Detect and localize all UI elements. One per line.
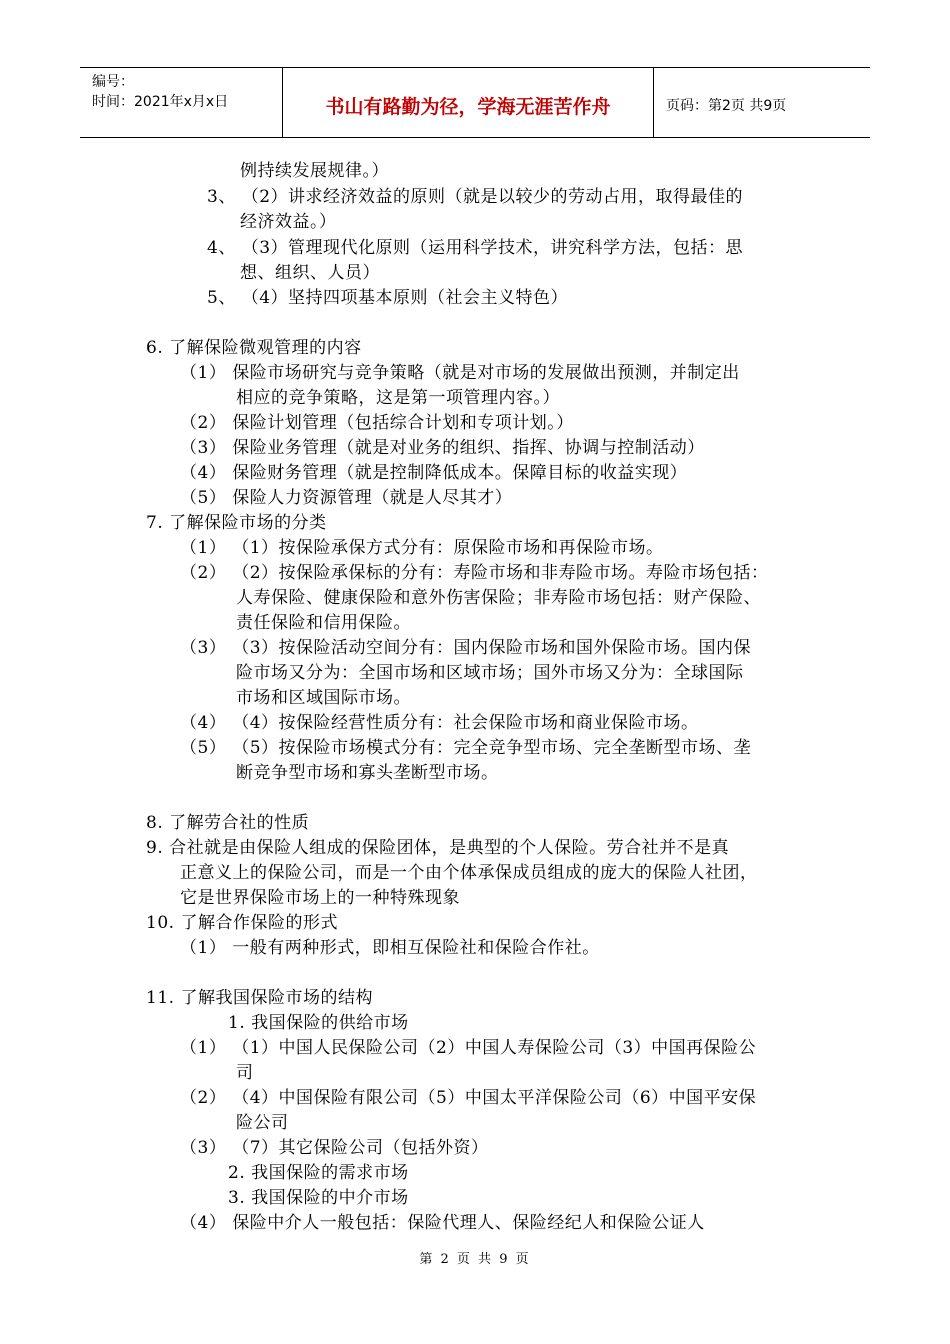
text-line: 险市场又分为：全国市场和区域市场；国外市场又分为：全球国际 bbox=[236, 663, 744, 683]
section-heading: 6. 了解保险微观管理的内容 bbox=[146, 338, 362, 358]
section-heading: 10. 了解合作保险的形式 bbox=[146, 913, 338, 933]
section-heading: 8. 了解劳合社的性质 bbox=[146, 813, 310, 833]
text-line: 5、 （4）坚持四项基本原则（社会主义特色） bbox=[207, 288, 569, 308]
text-line: 正意义上的保险公司，而是一个由个体承保成员组成的庞大的保险人社团， bbox=[180, 863, 758, 883]
text-line: （4） 保险中介人一般包括：保险代理人、保险经纪人和保险公证人 bbox=[180, 1213, 705, 1233]
text-line: （4） （4）按保险经营性质分有：社会保险市场和商业保险市场。 bbox=[180, 713, 699, 733]
text-line: （2） （2）按保险承保标的分有：寿险市场和非寿险市场。寿险市场包括： bbox=[180, 563, 769, 583]
text-line: （2） 保险计划管理（包括综合计划和专项计划。） bbox=[180, 413, 574, 433]
text-line: （1） 一般有两种形式，即相互保险社和保险合作社。 bbox=[180, 938, 600, 958]
text-line: （1） （1）中国人民保险公司（2）中国人寿保险公司（3）中国再保险公 bbox=[180, 1038, 757, 1058]
text-line: 人寿保险、健康保险和意外伤害保险；非寿险市场包括：财产保险、 bbox=[236, 588, 761, 608]
text-line: 经济效益。） bbox=[240, 212, 337, 232]
text-line: 想、组织、人员） bbox=[240, 263, 380, 283]
code-label: 编号： bbox=[92, 74, 134, 90]
text-line: （5） 保险人力资源管理（就是人尽其才） bbox=[180, 488, 513, 508]
text-line: （2） （4）中国保险有限公司（5）中国太平洋保险公司（6）中国平安保 bbox=[180, 1088, 757, 1108]
time-label: 时间：2021年x月x日 bbox=[92, 94, 229, 110]
text-line: 相应的竞争策略，这是第一项管理内容。） bbox=[236, 388, 560, 408]
section-heading: 11. 了解我国保险市场的结构 bbox=[146, 988, 373, 1008]
text-line: （3） （7）其它保险公司（包括外资） bbox=[180, 1138, 489, 1158]
header-page-info: 页码：第2页 共9页 bbox=[666, 97, 787, 114]
text-line: 责任保险和信用保险。 bbox=[236, 613, 411, 633]
text-line: 9. 合社就是由保险人组成的保险团体，是典型的个人保险。劳合社并不是真 bbox=[146, 838, 730, 858]
text-line: 它是世界保险市场上的一种特殊现象 bbox=[180, 888, 460, 908]
subsection-heading: 2. 我国保险的需求市场 bbox=[228, 1163, 409, 1183]
text-line: （4） 保险财务管理（就是控制降低成本。保障目标的收益实现） bbox=[180, 463, 688, 483]
text-line: 断竞争型市场和寡头垄断型市场。 bbox=[236, 763, 499, 783]
text-line: 险公司 bbox=[236, 1113, 289, 1133]
page-footer: 第 2 页 共 9 页 bbox=[419, 1252, 531, 1267]
text-line: （1） （1）按保险承保方式分有：原保险市场和再保险市场。 bbox=[180, 538, 664, 558]
text-line: 4、 （3）管理现代化原则（运用科学技术，讲究科学方法，包括：思 bbox=[207, 238, 744, 258]
header-motto: 书山有路勤为径，学海无涯苦作舟 bbox=[282, 68, 654, 137]
subsection-heading: 1. 我国保险的供给市场 bbox=[228, 1013, 409, 1033]
text-line: 司 bbox=[236, 1063, 254, 1083]
text-line: 市场和区域国际市场。 bbox=[236, 688, 411, 708]
text-line: （3） （3）按保险活动空间分有：国内保险市场和国外保险市场。国内保 bbox=[180, 638, 752, 658]
section-heading: 7. 了解保险市场的分类 bbox=[146, 513, 327, 533]
text-line: （5） （5）按保险市场模式分有：完全竞争型市场、完全垄断型市场、垄 bbox=[180, 738, 752, 758]
text-line: 例持续发展规律。） bbox=[240, 161, 389, 181]
text-line: （3） 保险业务管理（就是对业务的组织、指挥、协调与控制活动） bbox=[180, 438, 705, 458]
subsection-heading: 3. 我国保险的中介市场 bbox=[228, 1188, 409, 1208]
text-line: （1） 保险市场研究与竞争策略（就是对市场的发展做出预测，并制定出 bbox=[180, 363, 740, 383]
text-line: 3、 （2）讲求经济效益的原则（就是以较少的劳动占用，取得最佳的 bbox=[207, 187, 744, 207]
